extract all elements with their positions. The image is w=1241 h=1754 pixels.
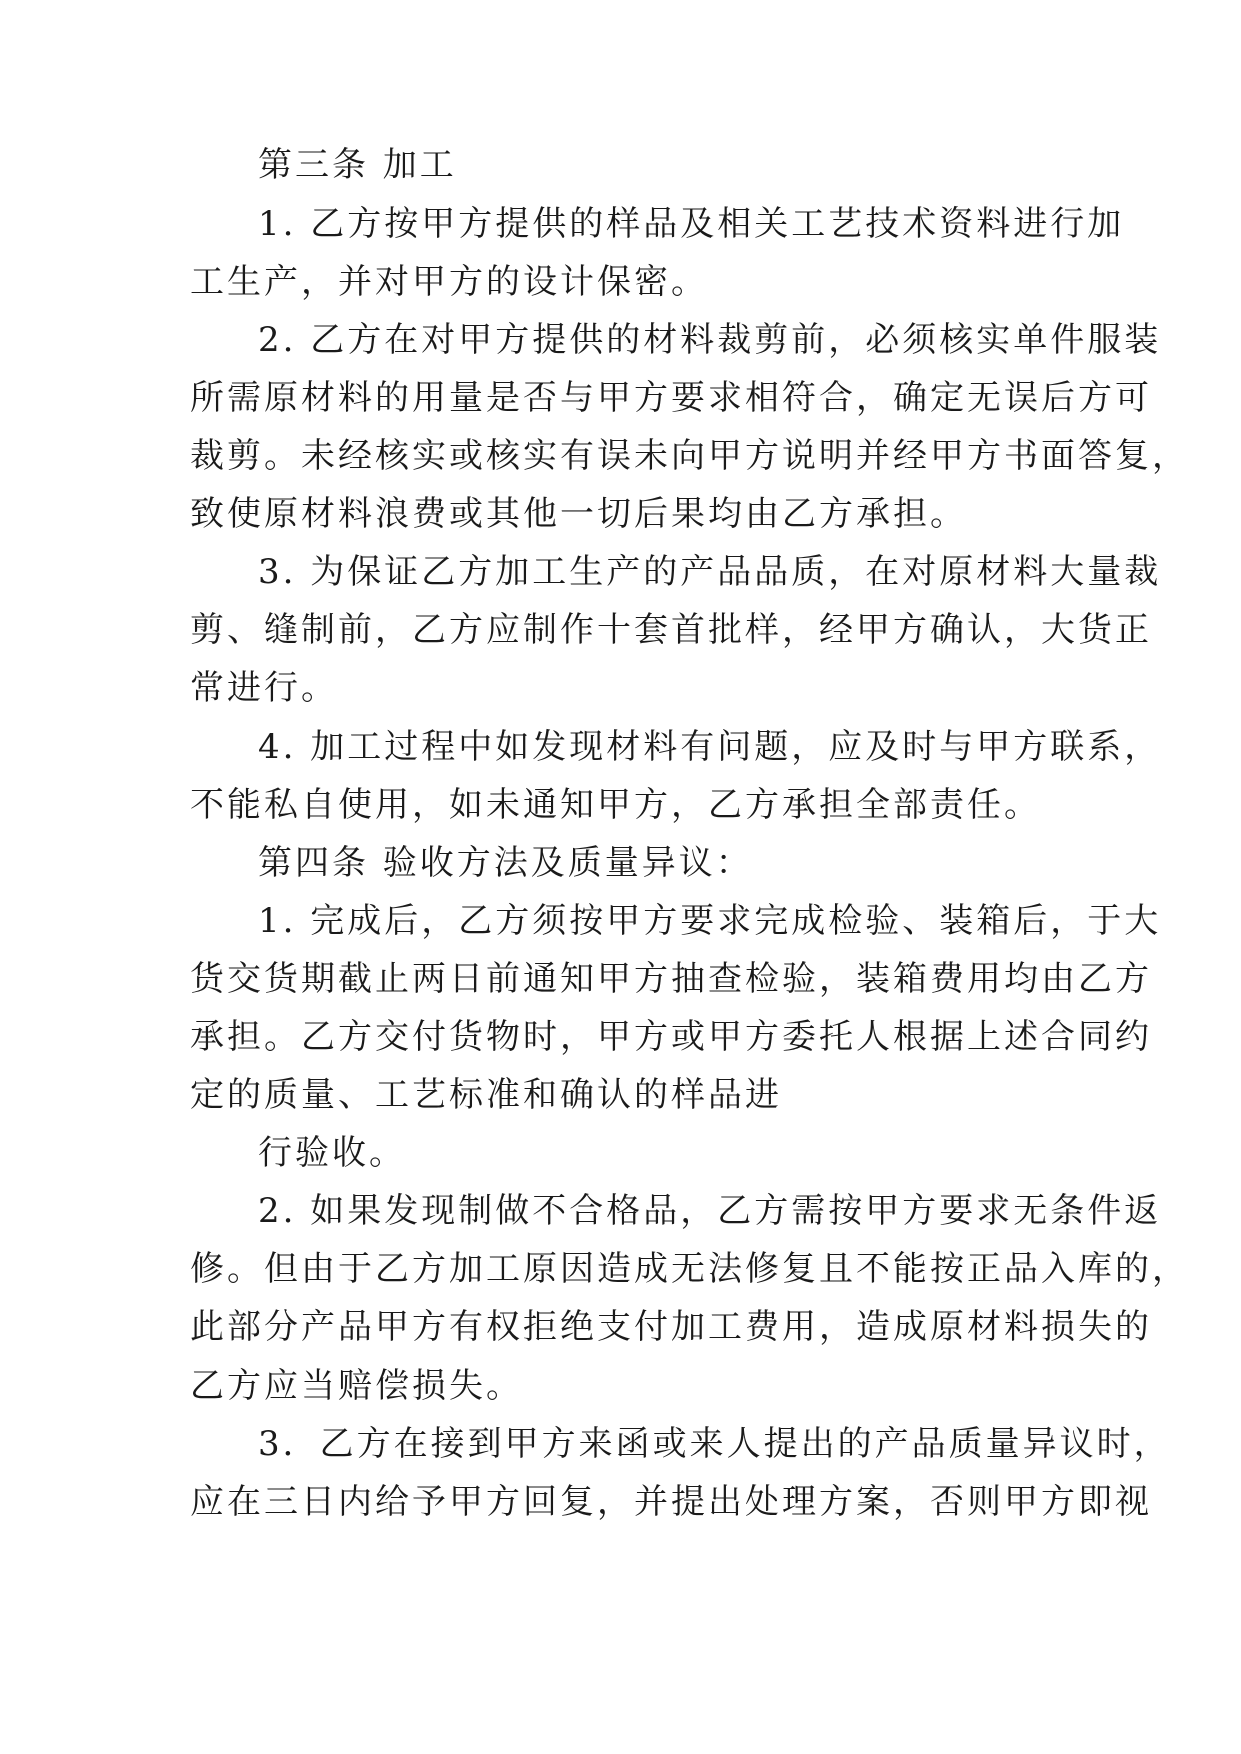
paragraph-line: 此部分产品甲方有权拒绝支付加工费用，造成原材料损失的 [190, 1307, 1152, 1347]
paragraph-line: 工生产，并对甲方的设计保密。 [190, 262, 708, 302]
paragraph-line: 行验收。 [258, 1133, 406, 1173]
paragraph-line: 致使原材料浪费或其他一切后果均由乙方承担。 [190, 494, 967, 534]
article-3-heading: 第三条 加工 [258, 145, 457, 185]
paragraph-line: 货交货期截止两日前通知甲方抽查检验，装箱费用均由乙方 [190, 959, 1152, 999]
paragraph-line: 剪、缝制前，乙方应制作十套首批样，经甲方确认，大货正 [190, 610, 1152, 650]
paragraph-line: 1. 乙方按甲方提供的样品及相关工艺技术资料进行加 [258, 204, 1125, 244]
paragraph-line: 1. 完成后，乙方须按甲方要求完成检验、装箱后，于大 [258, 901, 1162, 941]
paragraph-line: 乙方应当赔偿损失。 [190, 1366, 523, 1406]
paragraph-line: 3．乙方在接到甲方来函或来人提出的产品质量异议时， [258, 1424, 1171, 1464]
paragraph-line: 3. 为保证乙方加工生产的产品品质，在对原材料大量裁 [258, 552, 1162, 592]
paragraph-line: 不能私自使用，如未通知甲方，乙方承担全部责任。 [190, 785, 1041, 825]
paragraph-line: 定的质量、工艺标准和确认的样品进 [190, 1075, 782, 1115]
paragraph-line: 4. 加工过程中如发现材料有问题，应及时与甲方联系， [258, 727, 1162, 767]
paragraph-line: 裁剪。未经核实或核实有误未向甲方说明并经甲方书面答复， [190, 436, 1189, 476]
paragraph-line: 2. 乙方在对甲方提供的材料裁剪前，必须核实单件服装 [258, 320, 1162, 360]
paragraph-line: 应在三日内给予甲方回复，并提出处理方案，否则甲方即视 [190, 1482, 1152, 1522]
paragraph-line: 修。但由于乙方加工原因造成无法修复且不能按正品入库的， [190, 1249, 1189, 1289]
article-4-heading: 第四条 验收方法及质量异议： [258, 843, 753, 883]
paragraph-line: 所需原材料的用量是否与甲方要求相符合，确定无误后方可 [190, 378, 1152, 418]
paragraph-line: 2. 如果发现制做不合格品，乙方需按甲方要求无条件返 [258, 1191, 1162, 1231]
paragraph-line: 常进行。 [190, 668, 338, 708]
paragraph-line: 承担。乙方交付货物时，甲方或甲方委托人根据上述合同约 [190, 1017, 1152, 1057]
